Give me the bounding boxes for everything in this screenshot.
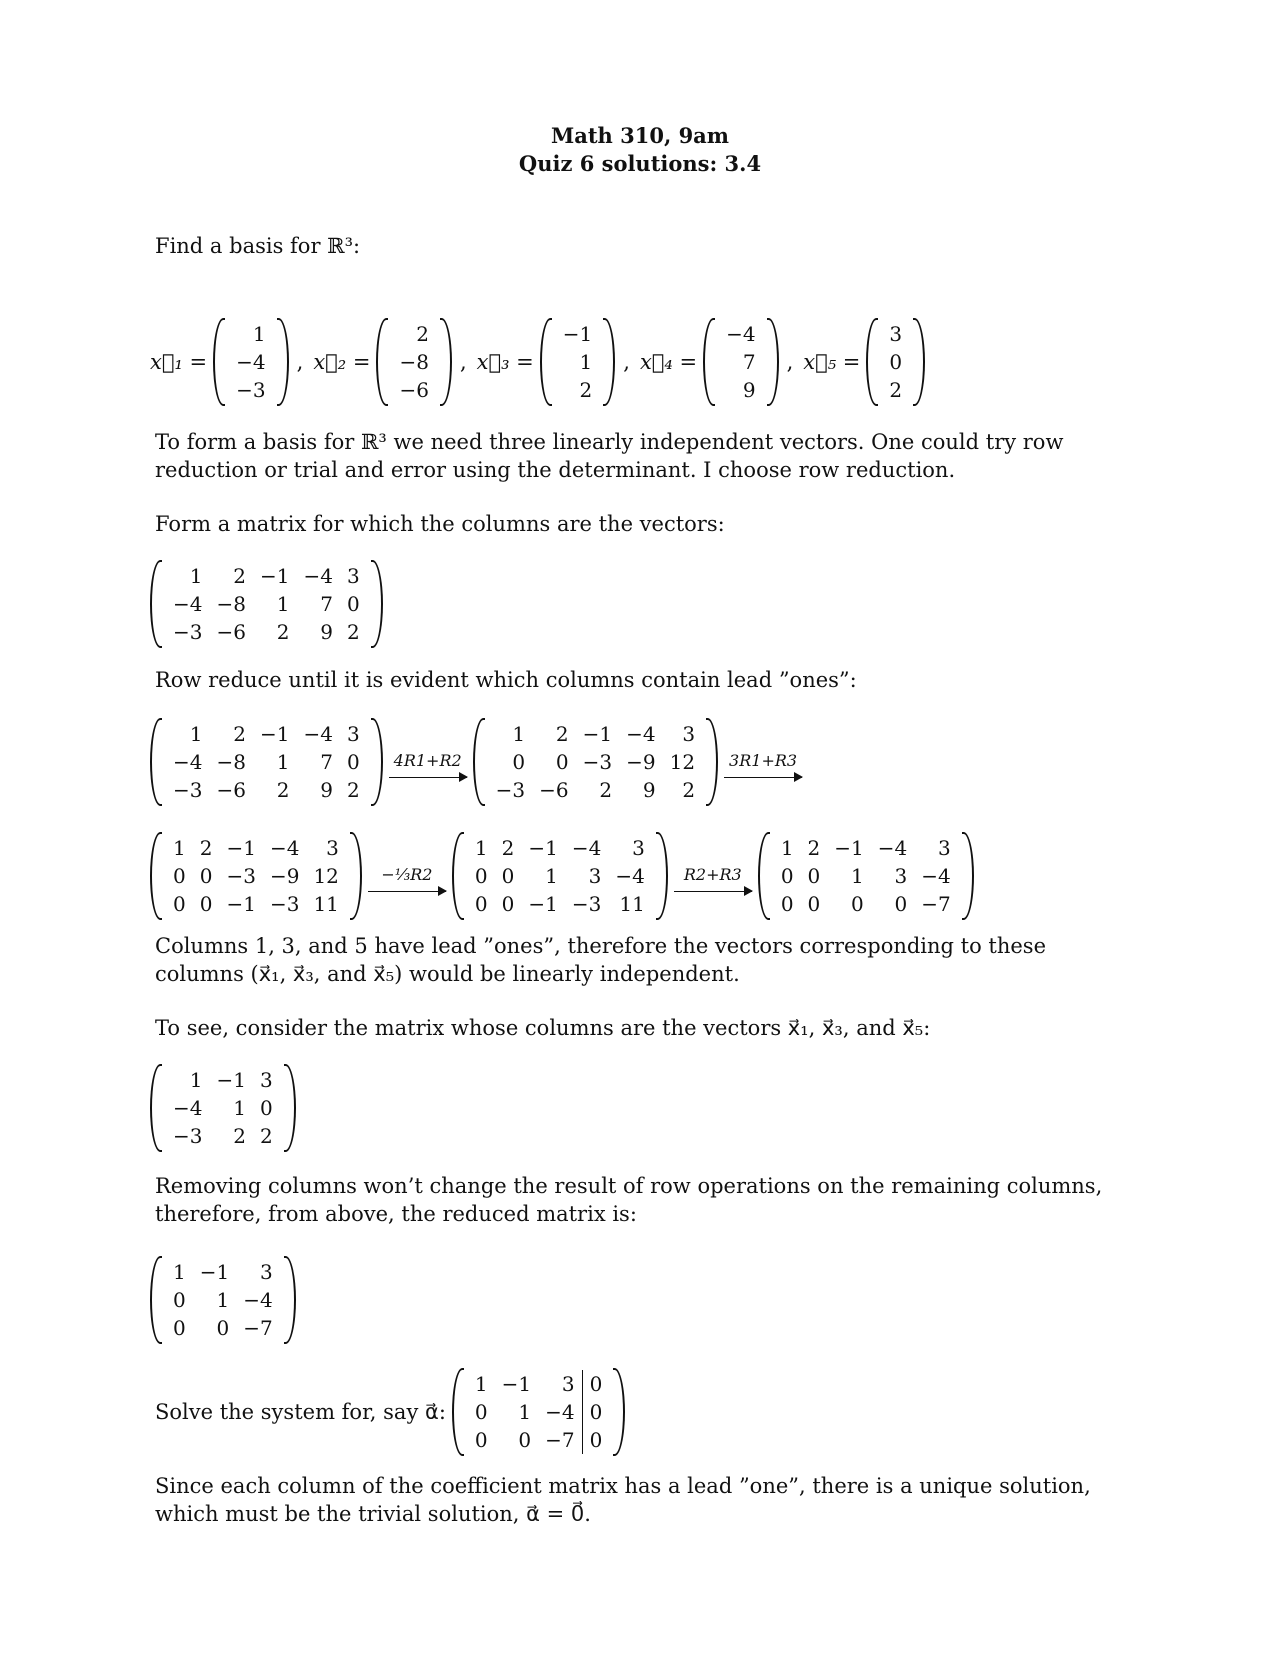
matrix-entry: −3 (226, 864, 256, 888)
matrix-entry: 0 (173, 1316, 186, 1340)
matrix-entry: 2 (276, 620, 290, 644)
right-paren (913, 318, 925, 406)
course-title: Math 310, 9am (550, 123, 730, 148)
left-paren (376, 318, 388, 406)
matrix-entry: 1 (579, 350, 593, 374)
matrix-entry: 2 (346, 620, 360, 644)
matrix-row (166, 862, 346, 890)
matrix-entry: 1 (189, 722, 203, 746)
matrix-entry: 0 (474, 1400, 488, 1424)
matrix-entry: −1 (528, 892, 558, 916)
matrix-entry: −8 (216, 750, 246, 774)
matrix-entry: 0 (582, 1370, 609, 1398)
right-paren (371, 718, 383, 806)
matrix-entry: −1 (528, 836, 558, 860)
matrix-entry: 1 (474, 836, 488, 860)
right-paren (277, 318, 289, 406)
matrix-row (556, 348, 599, 376)
paragraph-conclusion: Since each column of the coefficient matrix has a lead ”one”, there is a unique solution, which must be the trivial solution, α⃗ = 0⃗. (155, 1474, 1091, 1526)
right-paren (603, 318, 615, 406)
matrix-entry: −1 (259, 722, 290, 746)
matrix-c (150, 1256, 296, 1344)
matrix-entry: 7 (320, 592, 333, 616)
matrix-entry: 0 (582, 1398, 609, 1426)
matrix-entry: 0 (474, 892, 488, 916)
matrix-entry: 1 (545, 864, 558, 888)
matrix-s1 (473, 718, 718, 806)
matrix-entry: −9 (269, 864, 300, 888)
matrix-row (468, 890, 652, 918)
matrix-row (468, 834, 652, 862)
matrix-entry: 1 (474, 1372, 488, 1396)
matrix-entry: 0 (173, 1288, 186, 1312)
matrix-entry: 1 (233, 1096, 246, 1120)
matrix-row (719, 348, 762, 376)
page-title (0, 122, 1280, 178)
matrix-entry: −1 (582, 722, 613, 746)
matrix-entry: 2 (889, 378, 903, 402)
vector-label: x⃗₂ = (313, 350, 371, 374)
quiz-title: Quiz 6 solutions: 3.4 (518, 151, 762, 176)
matrix-entry: 2 (579, 378, 593, 402)
matrix-grid (556, 320, 599, 404)
matrix-entry: 12 (669, 750, 696, 774)
matrix-b (150, 1064, 296, 1152)
matrix-entry: 3 (938, 836, 951, 860)
matrix-row (166, 834, 346, 862)
matrix-entry: 0 (780, 892, 794, 916)
matrix-entry: 9 (742, 378, 756, 402)
matrix-entry: −3 (173, 620, 203, 644)
matrix-entry: −7 (921, 892, 951, 916)
left-paren (866, 318, 878, 406)
matrix-row (166, 590, 367, 618)
matrix-entry: 0 (512, 750, 526, 774)
matrix-entry: 0 (346, 750, 360, 774)
comma-separator: , (296, 350, 304, 374)
comma-separator: , (623, 350, 630, 374)
matrix-entry: −7 (243, 1316, 273, 1340)
op-arrow-1 (389, 747, 467, 778)
matrix-row (882, 348, 909, 376)
matrix-row (882, 320, 909, 348)
matrix-grid (166, 720, 367, 804)
matrix-row (468, 862, 652, 890)
left-paren (150, 560, 162, 648)
matrix-row (166, 618, 367, 646)
matrix-entry: 2 (259, 1124, 273, 1148)
matrix-entry: −7 (545, 1428, 575, 1452)
matrix-s3 (452, 832, 668, 920)
matrix-entry: −4 (877, 836, 908, 860)
right-paren (440, 318, 452, 406)
matrix-entry: 1 (252, 322, 266, 346)
matrix-entry: 1 (189, 1068, 203, 1092)
matrix-row (556, 320, 599, 348)
op-label-2: 3R1+R3 (729, 750, 798, 770)
matrix-entry: −6 (216, 620, 246, 644)
reduction-line-2 (150, 832, 974, 920)
matrix-entry: 1 (518, 1400, 532, 1424)
matrix-grid (774, 834, 958, 918)
matrix-row (882, 376, 909, 404)
matrix-entry: 0 (894, 892, 908, 916)
matrix-entry: 3 (632, 836, 645, 860)
left-paren (213, 318, 225, 406)
left-paren (452, 1368, 464, 1456)
op-arrow-2 (724, 747, 802, 778)
vectors-row (150, 318, 925, 406)
left-paren (150, 718, 162, 806)
matrix-entry: 2 (501, 836, 515, 860)
matrix-entry: −8 (399, 350, 429, 374)
matrix-entry: −4 (173, 750, 203, 774)
matrix-entry: 0 (259, 1096, 273, 1120)
matrix-entry: 0 (346, 592, 360, 616)
matrix-entry: 2 (233, 1124, 246, 1148)
matrix-entry: 3 (588, 864, 602, 888)
matrix-entry: −4 (173, 1096, 203, 1120)
matrix-entry: 0 (501, 864, 515, 888)
matrix-row (166, 1122, 280, 1150)
right-paren (656, 832, 668, 920)
right-paren (284, 1064, 296, 1152)
matrix-row (774, 890, 958, 918)
matrix-entry: −4 (173, 592, 203, 616)
matrix-augmented (452, 1368, 625, 1456)
vector-label: x⃗₅ = (803, 350, 861, 374)
matrix-entry: −4 (571, 836, 602, 860)
matrix-row (489, 748, 702, 776)
matrix-entry: −6 (216, 778, 246, 802)
matrix-row (229, 320, 272, 348)
matrix-grid (229, 320, 272, 404)
matrix-entry: −1 (216, 1068, 246, 1092)
matrix-entry: −3 (495, 778, 526, 802)
matrix-entry: 1 (173, 1260, 186, 1284)
matrix-entry: 9 (642, 778, 656, 802)
matrix-entry: 0 (518, 1428, 532, 1452)
matrix-entry: −8 (216, 592, 246, 616)
matrix-entry: 0 (851, 892, 864, 916)
matrix-entry: 2 (682, 778, 696, 802)
matrix-entry: 2 (233, 564, 246, 588)
matrix-grid (719, 320, 762, 404)
matrix-entry: 0 (216, 1316, 230, 1340)
matrix-entry: −3 (173, 1124, 203, 1148)
matrix-entry: −4 (303, 564, 333, 588)
matrix-entry: −1 (259, 564, 290, 588)
matrix-entry: −4 (269, 836, 300, 860)
matrix-entry: 0 (889, 350, 903, 374)
matrix-entry: −9 (626, 750, 656, 774)
matrix-entry: −1 (226, 836, 256, 860)
matrix-entry: 3 (346, 722, 360, 746)
matrix-grid (882, 320, 909, 404)
matrix-entry: −6 (399, 378, 429, 402)
matrix-entry: 0 (199, 892, 213, 916)
solve-label: Solve the system for, say α⃗: (155, 1400, 446, 1424)
solve-line (155, 1368, 625, 1456)
matrix-a (150, 560, 383, 648)
matrix-grid (392, 320, 435, 404)
matrix-entry: −4 (626, 722, 656, 746)
matrix-entry: −4 (726, 322, 756, 346)
matrix-grid (166, 834, 346, 918)
matrix-grid (489, 720, 702, 804)
right-paren (767, 318, 779, 406)
matrix-row (166, 890, 346, 918)
matrix-row (719, 320, 762, 348)
matrix-row (468, 1370, 609, 1398)
matrix-row (166, 720, 367, 748)
paragraph-consider: To see, consider the matrix whose columns are the vectors x⃗₁, x⃗₃, and x⃗₅: (155, 1016, 931, 1040)
matrix-entry: 0 (582, 1426, 609, 1454)
matrix-entry: −3 (236, 378, 266, 402)
matrix-row (166, 1066, 280, 1094)
vector-label: x⃗₃ = (476, 350, 534, 374)
matrix-row (166, 562, 367, 590)
paragraph-form-matrix: Form a matrix for which the columns are the vectors: (155, 512, 725, 536)
matrix-entry: 0 (474, 1428, 488, 1452)
matrix-entry: 1 (276, 592, 290, 616)
reduction-line-1 (150, 718, 808, 806)
matrix-row (166, 776, 367, 804)
matrix-row (166, 748, 367, 776)
left-paren (703, 318, 715, 406)
matrix-entry: 11 (619, 892, 645, 916)
matrix-entry: 9 (320, 620, 333, 644)
op-label-1: 4R1+R2 (393, 750, 462, 770)
matrix-row (468, 1426, 609, 1454)
matrix-entry: 3 (889, 322, 903, 346)
matrix-entry: 7 (320, 750, 333, 774)
matrix-entry: 0 (199, 864, 213, 888)
matrix-entry: 1 (851, 864, 864, 888)
matrix-entry: 2 (346, 778, 360, 802)
matrix-row (392, 320, 435, 348)
matrix-entry: 3 (561, 1372, 575, 1396)
matrix-entry: 12 (313, 864, 339, 888)
matrix-entry: 0 (807, 892, 821, 916)
op-label-4: R2+R3 (683, 864, 742, 884)
left-paren (473, 718, 485, 806)
matrix-entry: −4 (236, 350, 266, 374)
matrix-row (489, 776, 702, 804)
matrix-entry: 1 (780, 836, 794, 860)
matrix-a-step (150, 718, 383, 806)
right-paren (350, 832, 362, 920)
left-paren (452, 832, 464, 920)
matrix-entry: 1 (216, 1288, 230, 1312)
matrix-grid (468, 1370, 609, 1454)
matrix-entry: −3 (269, 892, 300, 916)
matrix-row (166, 1258, 280, 1286)
matrix-entry: 2 (807, 836, 821, 860)
matrix-row (719, 376, 762, 404)
matrix-entry: 2 (555, 722, 569, 746)
matrix-entry: −3 (571, 892, 602, 916)
paragraph-basis: To form a basis for ℝ³ we need three linearly independent vectors. One could try row reduction or trial and error using the determinant. I choose row reduction. (155, 430, 1064, 482)
matrix-grid (166, 562, 367, 646)
matrix-row (556, 376, 599, 404)
matrix-entry: −1 (226, 892, 256, 916)
vector-label: x⃗₄ = (639, 350, 698, 374)
matrix-row (166, 1094, 280, 1122)
vector-label: x⃗₁ = (150, 350, 208, 374)
right-paren (284, 1256, 296, 1344)
matrix-entry: −4 (303, 722, 333, 746)
matrix-entry: 0 (807, 864, 821, 888)
matrix-entry: 3 (259, 1260, 273, 1284)
matrix-entry: 9 (320, 778, 333, 802)
matrix-entry: 2 (416, 322, 429, 346)
op-label-3: −⅓R2 (381, 864, 433, 884)
right-paren (613, 1368, 625, 1456)
matrix-entry: 0 (780, 864, 794, 888)
matrix-entry: 7 (742, 350, 756, 374)
matrix-row (392, 348, 435, 376)
matrix-entry: −3 (173, 778, 203, 802)
intro-text: Find a basis for ℝ³: (155, 234, 361, 258)
matrix-entry: −1 (501, 1372, 532, 1396)
left-paren (540, 318, 552, 406)
matrix-row (229, 376, 272, 404)
matrix-row (468, 1398, 609, 1426)
paragraph-removing: Removing columns won’t change the result of row operations on the remaining columns, therefore, from above, the reduced matrix is: (155, 1174, 1103, 1226)
matrix-entry: 2 (233, 722, 246, 746)
matrix-entry: 0 (173, 864, 186, 888)
comma-separator: , (786, 350, 794, 374)
left-paren (150, 832, 162, 920)
right-paren (371, 560, 383, 648)
left-paren (150, 1256, 162, 1344)
matrix-grid (468, 834, 652, 918)
matrix-entry: 2 (599, 778, 613, 802)
matrix-entry: −4 (545, 1400, 575, 1424)
op-arrow-3 (368, 861, 446, 892)
matrix-entry: −1 (562, 322, 593, 346)
matrix-entry: 1 (276, 750, 290, 774)
matrix-s2 (150, 832, 362, 920)
matrix-row (166, 1314, 280, 1342)
matrix-entry: 1 (173, 836, 186, 860)
matrix-entry: 0 (474, 864, 488, 888)
matrix-row (489, 720, 702, 748)
matrix-row (229, 348, 272, 376)
right-paren (962, 832, 974, 920)
matrix-entry: 11 (313, 892, 339, 916)
matrix-entry: 2 (276, 778, 290, 802)
matrix-row (166, 1286, 280, 1314)
matrix-entry: −6 (539, 778, 569, 802)
matrix-grid (166, 1066, 280, 1150)
matrix-entry: −4 (921, 864, 951, 888)
left-paren (150, 1064, 162, 1152)
paragraph-lead-ones: Columns 1, 3, and 5 have lead ”ones”, therefore the vectors corresponding to these columns (x⃗₁, x⃗₃, and x⃗₅) would be linearly independent. (155, 934, 1047, 986)
matrix-entry: −4 (615, 864, 645, 888)
matrix-entry: 3 (346, 564, 360, 588)
matrix-entry: −1 (834, 836, 864, 860)
matrix-entry: 0 (555, 750, 569, 774)
matrix-entry: −4 (243, 1288, 273, 1312)
matrix-s4 (758, 832, 974, 920)
matrix-grid (166, 1258, 280, 1342)
comma-separator: , (459, 350, 467, 374)
matrix-entry: 1 (512, 722, 526, 746)
matrix-row (392, 376, 435, 404)
matrix-entry: 0 (501, 892, 515, 916)
matrix-row (774, 862, 958, 890)
paragraph-row-reduce: Row reduce until it is evident which columns contain lead ”ones”: (155, 668, 857, 692)
matrix-entry: 0 (173, 892, 186, 916)
matrix-entry: 3 (894, 864, 908, 888)
matrix-entry: −1 (199, 1260, 230, 1284)
matrix-entry: 2 (199, 836, 213, 860)
left-paren (758, 832, 770, 920)
matrix-entry: −3 (582, 750, 613, 774)
matrix-row (774, 834, 958, 862)
right-paren (706, 718, 718, 806)
op-arrow-4 (674, 861, 752, 892)
matrix-entry: 1 (189, 564, 203, 588)
matrix-entry: 3 (259, 1068, 273, 1092)
matrix-entry: 3 (682, 722, 696, 746)
matrix-entry: 3 (326, 836, 339, 860)
